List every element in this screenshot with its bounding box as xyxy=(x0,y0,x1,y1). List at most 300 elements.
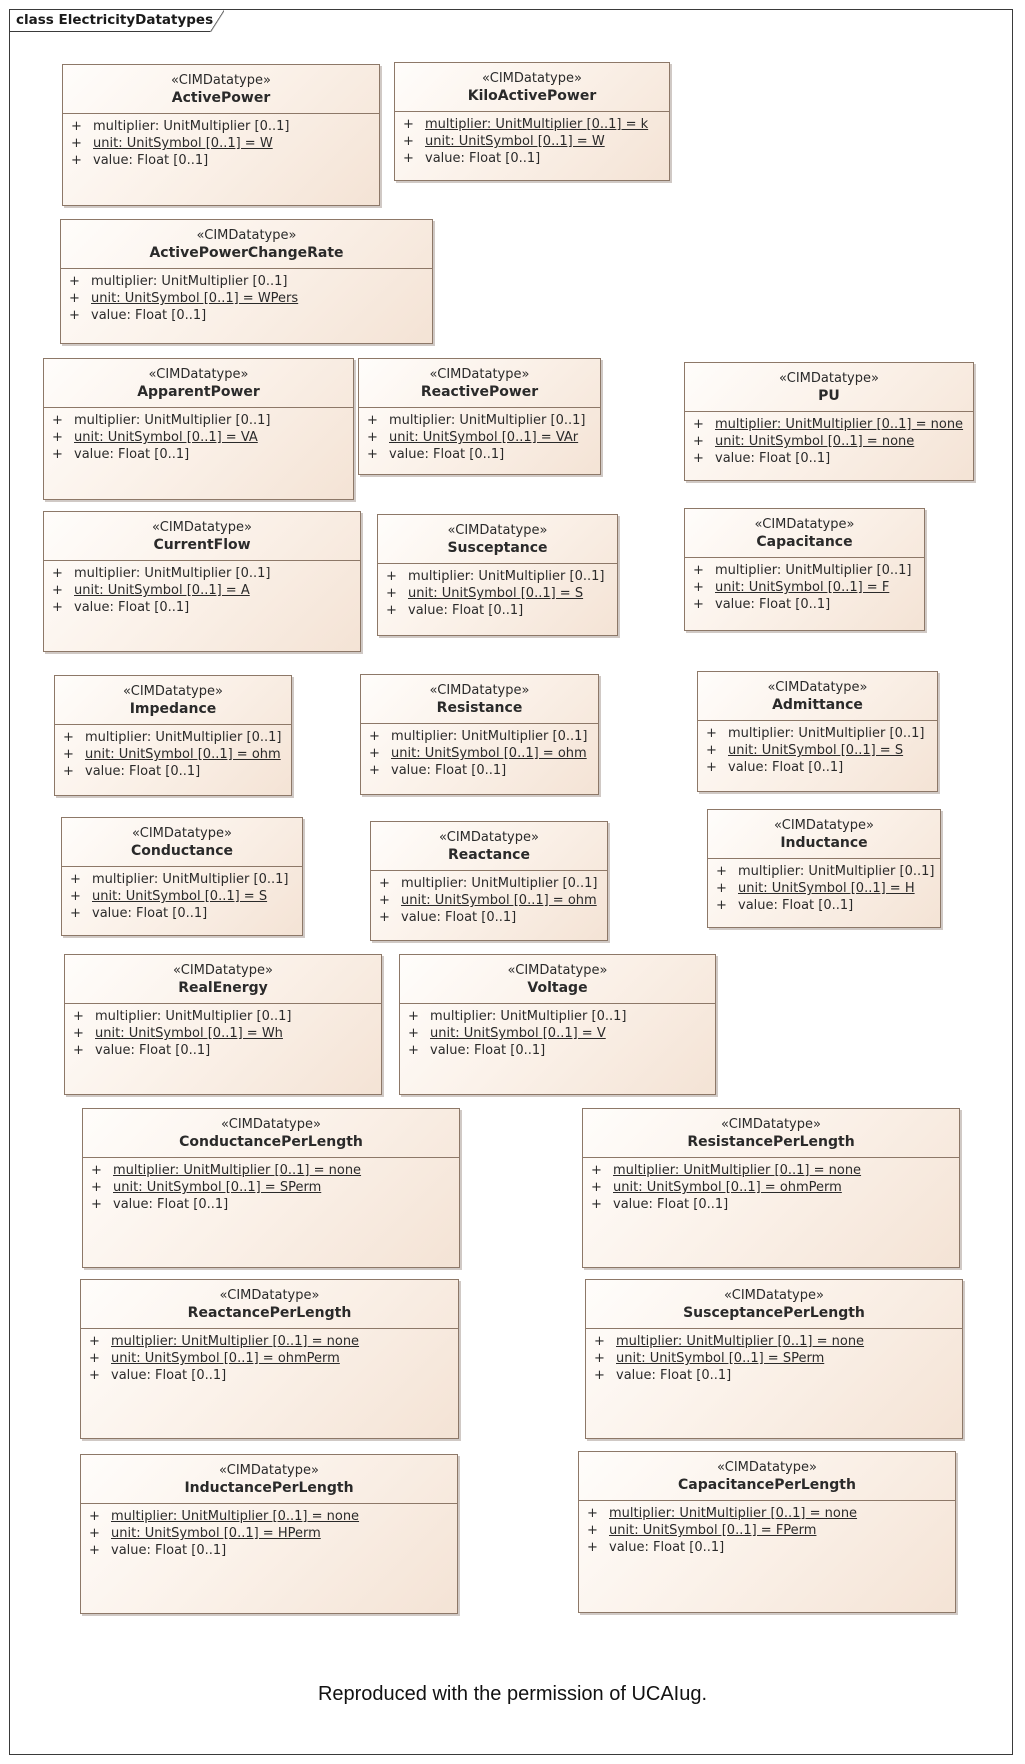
class-header xyxy=(61,220,432,269)
visibility-marker: + xyxy=(591,1163,602,1178)
attribute-row xyxy=(594,1333,958,1350)
visibility-marker: + xyxy=(70,906,81,921)
attribute-row xyxy=(403,116,665,133)
visibility-marker: + xyxy=(63,764,74,779)
attribute-text: value: Float [0..1] xyxy=(95,1043,211,1058)
visibility-marker: + xyxy=(71,136,82,151)
attribute-text: value: Float [0..1] xyxy=(613,1197,729,1212)
visibility-marker: + xyxy=(587,1523,598,1538)
class-stereotype: «CIMDatatype» xyxy=(221,1117,321,1132)
visibility-marker: + xyxy=(73,1026,84,1041)
visibility-marker: + xyxy=(89,1368,100,1383)
class-name: Conductance xyxy=(130,843,234,859)
attribute-row xyxy=(379,875,603,892)
visibility-marker: + xyxy=(379,893,390,908)
class-pu[interactable] xyxy=(684,362,974,481)
class-impedance[interactable] xyxy=(54,675,292,796)
attribute-text: unit: UnitSymbol [0..1] = W xyxy=(425,134,605,149)
attribute-text: multiplier: UnitMultiplier [0..1] xyxy=(92,872,289,887)
attribute-text: unit: UnitSymbol [0..1] = SPerm xyxy=(616,1351,825,1366)
visibility-marker: + xyxy=(591,1197,602,1212)
attribute-row xyxy=(386,585,613,602)
attribute-text: multiplier: UnitMultiplier [0..1] xyxy=(738,864,935,879)
visibility-marker: + xyxy=(91,1180,102,1195)
visibility-marker: + xyxy=(693,451,704,466)
attribute-row xyxy=(587,1539,951,1556)
attribute-row xyxy=(716,880,936,897)
attribute-row xyxy=(52,565,356,582)
visibility-marker: + xyxy=(70,872,81,887)
attribute-text: value: Float [0..1] xyxy=(111,1368,227,1383)
attribute-row xyxy=(369,762,594,779)
attribute-text: multiplier: UnitMultiplier [0..1] xyxy=(91,274,288,289)
attribute-text: value: Float [0..1] xyxy=(389,447,505,462)
visibility-marker: + xyxy=(89,1334,100,1349)
class-name: ActivePower xyxy=(171,90,271,106)
class-name: RealEnergy xyxy=(178,980,268,996)
class-stereotype: «CIMDatatype» xyxy=(482,71,582,86)
attribute-text: multiplier: UnitMultiplier [0..1] xyxy=(95,1009,292,1024)
visibility-marker: + xyxy=(52,447,63,462)
attribute-text: value: Float [0..1] xyxy=(401,910,517,925)
attribute-text: value: Float [0..1] xyxy=(91,308,207,323)
class-header xyxy=(698,672,937,721)
class-stereotype: «CIMDatatype» xyxy=(132,826,232,841)
attribute-text: unit: UnitSymbol [0..1] = Wh xyxy=(95,1026,283,1041)
attribute-text: value: Float [0..1] xyxy=(609,1540,725,1555)
class-header xyxy=(361,675,598,724)
visibility-marker: + xyxy=(379,876,390,891)
class-header xyxy=(81,1455,457,1504)
attribute-row xyxy=(369,745,594,762)
attribute-text: multiplier: UnitMultiplier [0..1] xyxy=(408,569,605,584)
visibility-marker: + xyxy=(706,743,717,758)
class-name: Voltage xyxy=(527,980,588,996)
visibility-marker: + xyxy=(386,603,397,618)
attribute-list xyxy=(83,1158,459,1213)
attribute-row xyxy=(69,273,428,290)
attribute-row xyxy=(52,582,356,599)
permission-caption: Reproduced with the permission of UCAIug. xyxy=(317,1683,708,1705)
visibility-marker: + xyxy=(591,1180,602,1195)
attribute-row xyxy=(369,728,594,745)
attribute-row xyxy=(403,133,665,150)
attribute-text: multiplier: UnitMultiplier [0..1] = none xyxy=(111,1334,360,1349)
attribute-text: unit: UnitSymbol [0..1] = H xyxy=(738,881,915,896)
visibility-marker: + xyxy=(587,1506,598,1521)
class-header xyxy=(395,63,669,112)
visibility-marker: + xyxy=(69,291,80,306)
visibility-marker: + xyxy=(706,726,717,741)
visibility-marker: + xyxy=(403,117,414,132)
attribute-list xyxy=(378,564,617,619)
attribute-text: value: Float [0..1] xyxy=(74,447,190,462)
attribute-row xyxy=(89,1350,454,1367)
attribute-row xyxy=(386,568,613,585)
class-capacitance-per-length[interactable] xyxy=(578,1451,956,1613)
attribute-row xyxy=(70,905,298,922)
class-stereotype: «CIMDatatype» xyxy=(152,520,252,535)
visibility-marker: + xyxy=(367,447,378,462)
attribute-text: unit: UnitSymbol [0..1] = HPerm xyxy=(111,1526,321,1541)
attribute-text: value: Float [0..1] xyxy=(113,1197,229,1212)
class-stereotype: «CIMDatatype» xyxy=(196,228,297,243)
visibility-marker: + xyxy=(52,583,63,598)
visibility-marker: + xyxy=(52,430,63,445)
class-header xyxy=(685,363,973,412)
attribute-list xyxy=(400,1004,715,1059)
attribute-text: unit: UnitSymbol [0..1] = S xyxy=(92,889,268,904)
class-inductance[interactable] xyxy=(707,809,941,928)
attribute-text: unit: UnitSymbol [0..1] = none xyxy=(715,434,915,449)
visibility-marker: + xyxy=(587,1540,598,1555)
attribute-row xyxy=(367,446,596,463)
attribute-row xyxy=(591,1179,955,1196)
attribute-text: unit: UnitSymbol [0..1] = A xyxy=(74,583,250,598)
class-name: Inductance xyxy=(780,835,868,851)
class-active-power-change-rate[interactable] xyxy=(60,219,433,344)
attribute-row xyxy=(52,429,349,446)
attribute-row xyxy=(408,1025,711,1042)
attribute-text: unit: UnitSymbol [0..1] = ohmPerm xyxy=(111,1351,340,1366)
attribute-row xyxy=(71,152,375,169)
attribute-row xyxy=(693,596,920,613)
attribute-row xyxy=(367,412,596,429)
class-name: Reactance xyxy=(448,847,530,863)
attribute-row xyxy=(73,1042,377,1059)
attribute-text: multiplier: UnitMultiplier [0..1] xyxy=(74,566,271,581)
attribute-text: value: Float [0..1] xyxy=(430,1043,546,1058)
class-stereotype: «CIMDatatype» xyxy=(779,371,879,386)
attribute-text: multiplier: UnitMultiplier [0..1] xyxy=(715,563,912,578)
visibility-marker: + xyxy=(716,864,727,879)
attribute-text: multiplier: UnitMultiplier [0..1] xyxy=(93,119,290,134)
attribute-list xyxy=(55,725,291,780)
attribute-row xyxy=(716,863,936,880)
class-name: Susceptance xyxy=(447,540,548,556)
attribute-list xyxy=(63,114,379,169)
visibility-marker: + xyxy=(369,729,380,744)
visibility-marker: + xyxy=(408,1043,419,1058)
attribute-row xyxy=(73,1008,377,1025)
visibility-marker: + xyxy=(73,1009,84,1024)
class-header xyxy=(83,1109,459,1158)
visibility-marker: + xyxy=(403,134,414,149)
attribute-row xyxy=(91,1179,455,1196)
attribute-row xyxy=(63,746,287,763)
attribute-text: value: Float [0..1] xyxy=(425,151,541,166)
attribute-list xyxy=(395,112,669,167)
visibility-marker: + xyxy=(52,566,63,581)
attribute-list xyxy=(685,412,973,467)
attribute-text: multiplier: UnitMultiplier [0..1] = none xyxy=(715,417,964,432)
visibility-marker: + xyxy=(403,151,414,166)
class-capacitance[interactable] xyxy=(684,508,925,631)
class-real-energy[interactable] xyxy=(64,954,382,1095)
attribute-text: multiplier: UnitMultiplier [0..1] = none xyxy=(609,1506,858,1521)
class-name: SusceptancePerLength xyxy=(683,1305,865,1321)
class-name: CapacitancePerLength xyxy=(678,1477,856,1493)
visibility-marker: + xyxy=(91,1163,102,1178)
class-name: ReactancePerLength xyxy=(187,1305,352,1321)
attribute-text: multiplier: UnitMultiplier [0..1] xyxy=(391,729,588,744)
attribute-text: multiplier: UnitMultiplier [0..1] = none xyxy=(613,1163,862,1178)
attribute-row xyxy=(706,742,933,759)
attribute-list xyxy=(44,561,360,616)
visibility-marker: + xyxy=(386,569,397,584)
attribute-row xyxy=(591,1196,955,1213)
class-current-flow[interactable] xyxy=(43,511,361,652)
attribute-text: value: Float [0..1] xyxy=(715,597,831,612)
attribute-list xyxy=(685,558,924,613)
attribute-text: multiplier: UnitMultiplier [0..1] xyxy=(430,1009,627,1024)
attribute-row xyxy=(52,412,349,429)
attribute-list xyxy=(81,1329,458,1384)
class-header xyxy=(359,359,600,408)
class-resistance-per-length[interactable] xyxy=(582,1108,960,1268)
attribute-text: value: Float [0..1] xyxy=(74,600,190,615)
class-stereotype: «CIMDatatype» xyxy=(774,818,874,833)
attribute-text: value: Float [0..1] xyxy=(391,763,507,778)
attribute-text: unit: UnitSymbol [0..1] = ohm xyxy=(85,747,281,762)
attribute-text: multiplier: UnitMultiplier [0..1] = none xyxy=(113,1163,362,1178)
visibility-marker: + xyxy=(71,153,82,168)
class-conductance-per-length[interactable] xyxy=(82,1108,460,1268)
class-header xyxy=(583,1109,959,1158)
attribute-list xyxy=(579,1501,955,1556)
class-header xyxy=(378,515,617,564)
attribute-list xyxy=(61,269,432,324)
visibility-marker: + xyxy=(386,586,397,601)
class-susceptance-per-length[interactable] xyxy=(585,1279,963,1439)
class-stereotype: «CIMDatatype» xyxy=(123,684,223,699)
attribute-list xyxy=(698,721,937,776)
attribute-text: value: Float [0..1] xyxy=(111,1543,227,1558)
class-active-power[interactable] xyxy=(62,64,380,206)
visibility-marker: + xyxy=(716,898,727,913)
visibility-marker: + xyxy=(594,1334,605,1349)
class-name: CurrentFlow xyxy=(153,537,251,553)
attribute-text: unit: UnitSymbol [0..1] = ohm xyxy=(391,746,587,761)
attribute-row xyxy=(706,759,933,776)
attribute-row xyxy=(693,579,920,596)
attribute-text: multiplier: UnitMultiplier [0..1] xyxy=(401,876,598,891)
attribute-row xyxy=(591,1162,955,1179)
class-voltage[interactable] xyxy=(399,954,716,1095)
visibility-marker: + xyxy=(71,119,82,134)
attribute-list xyxy=(62,867,302,922)
attribute-text: multiplier: UnitMultiplier [0..1] xyxy=(74,413,271,428)
attribute-text: unit: UnitSymbol [0..1] = W xyxy=(93,136,273,151)
class-header xyxy=(371,822,607,871)
attribute-row xyxy=(89,1508,453,1525)
class-resistance[interactable] xyxy=(360,674,599,795)
visibility-marker: + xyxy=(693,597,704,612)
class-stereotype: «CIMDatatype» xyxy=(721,1117,821,1132)
visibility-marker: + xyxy=(594,1368,605,1383)
attribute-text: value: Float [0..1] xyxy=(738,898,854,913)
class-stereotype: «CIMDatatype» xyxy=(447,523,548,538)
class-stereotype: «CIMDatatype» xyxy=(219,1288,320,1303)
visibility-marker: + xyxy=(63,730,74,745)
class-name: ConductancePerLength xyxy=(179,1134,363,1150)
attribute-row xyxy=(52,446,349,463)
visibility-marker: + xyxy=(693,417,704,432)
class-reactive-power[interactable] xyxy=(358,358,601,475)
attribute-text: unit: UnitSymbol [0..1] = V xyxy=(430,1026,606,1041)
class-header xyxy=(62,818,302,867)
attribute-list xyxy=(371,871,607,926)
class-name: ApparentPower xyxy=(137,384,260,400)
class-header xyxy=(400,955,715,1004)
class-name: Admittance xyxy=(772,697,863,713)
attribute-row xyxy=(89,1525,453,1542)
attribute-text: unit: UnitSymbol [0..1] = S xyxy=(728,743,904,758)
class-kilo-active-power[interactable] xyxy=(394,62,670,181)
class-header xyxy=(55,676,291,725)
attribute-text: multiplier: UnitMultiplier [0..1] xyxy=(728,726,925,741)
visibility-marker: + xyxy=(89,1509,100,1524)
attribute-row xyxy=(69,290,428,307)
attribute-row xyxy=(594,1367,958,1384)
attribute-row xyxy=(693,562,920,579)
visibility-marker: + xyxy=(69,308,80,323)
visibility-marker: + xyxy=(369,746,380,761)
attribute-row xyxy=(386,602,613,619)
class-header xyxy=(44,359,353,408)
class-stereotype: «CIMDatatype» xyxy=(754,517,855,532)
attribute-row xyxy=(52,599,356,616)
class-stereotype: «CIMDatatype» xyxy=(173,963,273,978)
class-stereotype: «CIMDatatype» xyxy=(148,367,249,382)
visibility-marker: + xyxy=(89,1526,100,1541)
class-stereotype: «CIMDatatype» xyxy=(429,367,530,382)
class-name: Impedance xyxy=(129,701,217,717)
attribute-row xyxy=(73,1025,377,1042)
attribute-text: value: Float [0..1] xyxy=(92,906,208,921)
attribute-row xyxy=(587,1505,951,1522)
attribute-text: unit: UnitSymbol [0..1] = VA xyxy=(74,430,258,445)
attribute-text: multiplier: UnitMultiplier [0..1] = none xyxy=(616,1334,865,1349)
class-header xyxy=(63,65,379,114)
attribute-row xyxy=(706,725,933,742)
attribute-row xyxy=(91,1196,455,1213)
class-name: ResistancePerLength xyxy=(687,1134,855,1150)
visibility-marker: + xyxy=(89,1351,100,1366)
attribute-text: value: Float [0..1] xyxy=(408,603,524,618)
class-header xyxy=(708,810,940,859)
attribute-row xyxy=(89,1333,454,1350)
class-admittance[interactable] xyxy=(697,671,938,792)
class-header xyxy=(586,1280,962,1329)
class-stereotype: «CIMDatatype» xyxy=(507,963,608,978)
attribute-row xyxy=(693,450,969,467)
attribute-row xyxy=(70,888,298,905)
attribute-text: unit: UnitSymbol [0..1] = SPerm xyxy=(113,1180,322,1195)
attribute-row xyxy=(408,1042,711,1059)
attribute-list xyxy=(586,1329,962,1384)
attribute-text: multiplier: UnitMultiplier [0..1] xyxy=(85,730,282,745)
attribute-text: value: Float [0..1] xyxy=(728,760,844,775)
attribute-row xyxy=(693,416,969,433)
attribute-text: unit: UnitSymbol [0..1] = VAr xyxy=(389,430,579,445)
class-reactance[interactable] xyxy=(370,821,608,941)
class-name: KiloActivePower xyxy=(467,88,597,104)
attribute-row xyxy=(403,150,665,167)
visibility-marker: + xyxy=(693,434,704,449)
attribute-text: value: Float [0..1] xyxy=(715,451,831,466)
visibility-marker: + xyxy=(89,1543,100,1558)
class-header xyxy=(579,1452,955,1501)
class-name: Resistance xyxy=(436,700,523,716)
class-stereotype: «CIMDatatype» xyxy=(219,1463,319,1478)
attribute-row xyxy=(379,892,603,909)
class-header xyxy=(65,955,381,1004)
class-susceptance[interactable] xyxy=(377,514,618,636)
attribute-text: multiplier: UnitMultiplier [0..1] xyxy=(389,413,586,428)
class-reactance-per-length[interactable] xyxy=(80,1279,459,1439)
class-apparent-power[interactable] xyxy=(43,358,354,500)
attribute-text: multiplier: UnitMultiplier [0..1] = none xyxy=(111,1509,360,1524)
class-stereotype: «CIMDatatype» xyxy=(429,683,530,698)
attribute-text: unit: UnitSymbol [0..1] = F xyxy=(715,580,890,595)
attribute-row xyxy=(91,1162,455,1179)
attribute-row xyxy=(379,909,603,926)
attribute-text: value: Float [0..1] xyxy=(85,764,201,779)
attribute-row xyxy=(70,871,298,888)
attribute-row xyxy=(63,763,287,780)
class-conductance[interactable] xyxy=(61,817,303,936)
attribute-row xyxy=(89,1542,453,1559)
attribute-list xyxy=(44,408,353,463)
visibility-marker: + xyxy=(63,747,74,762)
attribute-text: unit: UnitSymbol [0..1] = FPerm xyxy=(609,1523,817,1538)
visibility-marker: + xyxy=(69,274,80,289)
attribute-row xyxy=(408,1008,711,1025)
visibility-marker: + xyxy=(693,563,704,578)
class-inductance-per-length[interactable] xyxy=(80,1454,458,1614)
visibility-marker: + xyxy=(594,1351,605,1366)
attribute-text: multiplier: UnitMultiplier [0..1] = k xyxy=(425,117,649,132)
attribute-text: unit: UnitSymbol [0..1] = S xyxy=(408,586,584,601)
visibility-marker: + xyxy=(379,910,390,925)
class-stereotype: «CIMDatatype» xyxy=(724,1288,824,1303)
class-stereotype: «CIMDatatype» xyxy=(439,830,539,845)
class-stereotype: «CIMDatatype» xyxy=(767,680,868,695)
attribute-list xyxy=(583,1158,959,1213)
visibility-marker: + xyxy=(706,760,717,775)
visibility-marker: + xyxy=(91,1197,102,1212)
attribute-text: value: Float [0..1] xyxy=(616,1368,732,1383)
attribute-text: unit: UnitSymbol [0..1] = ohm xyxy=(401,893,597,908)
attribute-row xyxy=(71,135,375,152)
visibility-marker: + xyxy=(369,763,380,778)
attribute-list xyxy=(708,859,940,914)
visibility-marker: + xyxy=(693,580,704,595)
attribute-list xyxy=(361,724,598,779)
visibility-marker: + xyxy=(52,413,63,428)
attribute-row xyxy=(587,1522,951,1539)
visibility-marker: + xyxy=(52,600,63,615)
visibility-marker: + xyxy=(73,1043,84,1058)
class-stereotype: «CIMDatatype» xyxy=(717,1460,817,1475)
visibility-marker: + xyxy=(367,413,378,428)
class-name: PU xyxy=(818,388,840,404)
attribute-row xyxy=(63,729,287,746)
class-header xyxy=(685,509,924,558)
class-header xyxy=(44,512,360,561)
attribute-row xyxy=(716,897,936,914)
